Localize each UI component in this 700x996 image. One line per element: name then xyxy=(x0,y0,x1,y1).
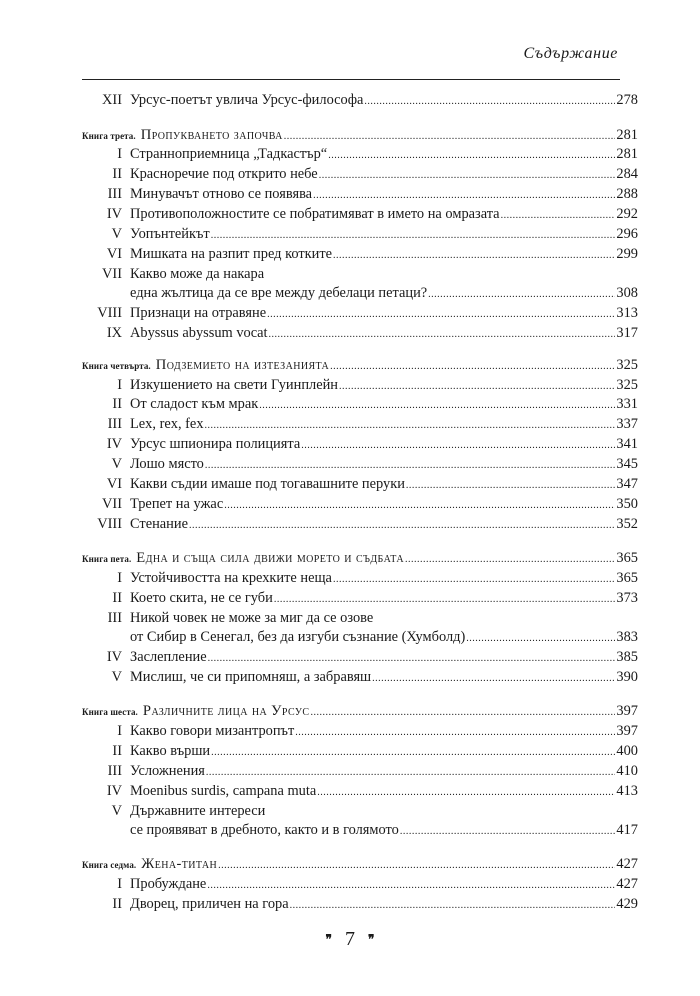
chapter-number: VII xyxy=(102,496,122,512)
page-ref: 365 xyxy=(616,550,638,566)
book-label: Книга четвърта. xyxy=(82,361,151,371)
chapter-number: II xyxy=(112,396,122,412)
dot-leader xyxy=(301,440,615,451)
page-ref: 410 xyxy=(616,763,638,779)
chapter-title: Държавните интереси xyxy=(130,803,266,819)
toc-entry-row xyxy=(86,266,638,287)
chapter-number: III xyxy=(107,763,122,779)
page-ref: 345 xyxy=(616,456,638,472)
chapter-number: V xyxy=(111,803,122,819)
book-heading-row xyxy=(82,856,638,877)
page-ref: 281 xyxy=(616,146,638,162)
dot-leader xyxy=(211,747,615,758)
toc-entry-row xyxy=(86,416,638,437)
chapter-title: Урсус шпионира полицията xyxy=(130,436,301,452)
book-heading-row xyxy=(82,127,638,148)
chapter-title: От сладост към мрак xyxy=(130,396,259,412)
chapter-title: Lex, rex, fex xyxy=(130,416,204,432)
chapter-number: IV xyxy=(106,206,122,222)
dot-leader xyxy=(267,309,615,320)
toc-entry-row xyxy=(86,325,638,346)
toc-entry-row xyxy=(86,649,638,670)
chapter-title: Противоположностите се побратимяват в името на омразата xyxy=(130,206,500,222)
page-ref: 292 xyxy=(616,206,638,222)
page-ref: 400 xyxy=(616,743,638,759)
dot-leader xyxy=(211,230,616,241)
chapter-title: една жълтица да се вре между дебелаци петаци? xyxy=(130,285,428,301)
chapter-number: III xyxy=(107,416,122,432)
chapter-number: IV xyxy=(106,649,122,665)
book-heading-row xyxy=(82,550,638,571)
page-ref: 313 xyxy=(616,305,638,321)
page-ref: 325 xyxy=(616,377,638,393)
chapter-title: Abyssus abyssum vocat xyxy=(130,325,268,341)
toc-entry-row xyxy=(86,396,638,417)
dot-leader xyxy=(207,880,615,891)
toc-entry-row xyxy=(86,743,638,764)
chapter-title: Какво говори мизантропът xyxy=(130,723,295,739)
page-ref: 299 xyxy=(616,246,638,262)
chapter-title: Уопънтейкът xyxy=(130,226,210,242)
chapter-number: VII xyxy=(102,266,122,282)
page-ref: 397 xyxy=(616,723,638,739)
running-title: Съдържание xyxy=(523,45,618,62)
chapter-number: I xyxy=(117,377,122,393)
chapter-title: Изкушението на свети Гуинплейн xyxy=(130,377,339,393)
dot-leader xyxy=(269,329,616,340)
dot-leader xyxy=(330,361,615,372)
page-ref: 296 xyxy=(616,226,638,242)
chapter-title: Устойчивостта на крехките неща xyxy=(130,570,332,586)
dot-leader xyxy=(372,673,615,684)
chapter-title: Какво може да накара xyxy=(130,266,265,282)
chapter-title: Лошо място xyxy=(130,456,204,472)
dot-leader xyxy=(328,150,615,161)
dot-leader xyxy=(405,554,615,565)
chapter-title: Пробуждане xyxy=(130,876,207,892)
toc-entry-row xyxy=(86,436,638,457)
page-ref: 337 xyxy=(616,416,638,432)
page-ref: 308 xyxy=(616,285,638,301)
chapter-number: XII xyxy=(102,92,122,108)
page-ref: 427 xyxy=(616,856,638,872)
page-ref: 383 xyxy=(616,629,638,645)
book-title: Една и съща сила движи морето и съдбата xyxy=(136,550,404,566)
page-folio xyxy=(0,928,700,951)
chapter-number: IV xyxy=(106,783,122,799)
toc-entry-row xyxy=(86,783,638,804)
chapter-title: Какво върши xyxy=(130,743,211,759)
dot-leader xyxy=(339,381,615,392)
book-heading-row xyxy=(82,357,638,378)
dot-leader xyxy=(428,289,615,300)
book-label: Книга седма. xyxy=(82,860,137,870)
book-heading-row xyxy=(82,703,638,724)
chapter-title: Стенание xyxy=(130,516,188,532)
page-ref: 350 xyxy=(616,496,638,512)
dot-leader xyxy=(208,653,616,664)
dot-leader xyxy=(274,594,616,605)
toc-entry-row xyxy=(86,246,638,267)
page-ref: 397 xyxy=(616,703,638,719)
chapter-number: II xyxy=(112,166,122,182)
dot-leader xyxy=(290,900,616,911)
book-label: Книга трета. xyxy=(82,131,136,141)
dot-leader xyxy=(466,633,615,644)
toc-entry-row xyxy=(86,305,638,326)
chapter-title: Какви съдии имаше под тогавашните перуки xyxy=(130,476,405,492)
chapter-number: IV xyxy=(106,436,122,452)
page-ref: 385 xyxy=(616,649,638,665)
toc-entry-row xyxy=(86,496,638,517)
toc-entry-row xyxy=(86,763,638,784)
chapter-number: V xyxy=(111,669,122,685)
dot-leader xyxy=(259,400,615,411)
chapter-number: II xyxy=(112,590,122,606)
chapter-number: VI xyxy=(106,476,122,492)
dot-leader xyxy=(205,420,616,431)
chapter-title: Никой човек не може за миг да се озове xyxy=(130,610,374,626)
chapter-number: VI xyxy=(106,246,122,262)
chapter-number: III xyxy=(107,186,122,202)
page-ref: 278 xyxy=(616,92,638,108)
toc-entry-row xyxy=(86,456,638,477)
toc-entry-row xyxy=(86,723,638,744)
chapter-number: VIII xyxy=(97,305,122,321)
chapter-title: се проявяват в дребното, както и в голямото xyxy=(130,822,399,838)
page-ref: 347 xyxy=(616,476,638,492)
ornament-right-icon: ❞ xyxy=(368,932,375,946)
page-ref: 284 xyxy=(616,166,638,182)
chapter-title: Признаци на отравяне xyxy=(130,305,267,321)
toc-entry-row xyxy=(86,570,638,591)
dot-leader xyxy=(317,787,615,798)
toc-entry-row xyxy=(86,377,638,398)
toc-entry-row xyxy=(86,803,638,824)
dot-leader xyxy=(295,727,615,738)
book-label: Книга шеста. xyxy=(82,707,138,717)
book-title: Подземието на изтезанията xyxy=(155,357,330,373)
dot-leader xyxy=(400,826,616,837)
chapter-title: Което скита, не се губи xyxy=(130,590,273,606)
book-title: Жена-титан xyxy=(141,856,218,872)
toc-entry-row xyxy=(86,476,638,497)
dot-leader xyxy=(310,707,615,718)
chapter-title: Трепет на ужас xyxy=(130,496,224,512)
chapter-number: V xyxy=(111,226,122,242)
dot-leader xyxy=(224,500,615,511)
page-ref: 417 xyxy=(616,822,638,838)
chapter-number: II xyxy=(112,743,122,759)
chapter-number: I xyxy=(117,146,122,162)
page-number: 7 xyxy=(345,928,355,950)
chapter-title: Moenibus surdis, campana muta xyxy=(130,783,317,799)
page-ref: 281 xyxy=(616,127,638,143)
page-ref: 325 xyxy=(616,357,638,373)
chapter-title: от Сибир в Сенегал, без да изгуби съзнание (Хумболд) xyxy=(130,629,466,645)
toc-entry-row xyxy=(86,610,638,631)
chapter-title: Красноречие под открито небе xyxy=(130,166,318,182)
dot-leader xyxy=(333,574,615,585)
dot-leader xyxy=(406,480,615,491)
page-ref: 352 xyxy=(616,516,638,532)
toc-entry-row xyxy=(86,206,638,227)
ornament-left-icon: ❞ xyxy=(325,932,332,946)
chapter-title: Усложнения xyxy=(130,763,205,779)
chapter-number: II xyxy=(112,896,122,912)
dot-leader xyxy=(364,96,615,107)
chapter-title: Минувачът отново се появява xyxy=(130,186,313,202)
dot-leader xyxy=(218,860,615,871)
dot-leader xyxy=(189,520,615,531)
toc-entry-row xyxy=(86,146,638,167)
dot-leader xyxy=(284,131,616,142)
toc-entry-row xyxy=(86,876,638,897)
chapter-title: Мишката на разпит пред котките xyxy=(130,246,332,262)
chapter-title: Урсус-поетът увлича Урсус-философа xyxy=(130,92,364,108)
toc-entry-row xyxy=(86,516,638,537)
page-ref: 288 xyxy=(616,186,638,202)
dot-leader xyxy=(313,190,615,201)
chapter-title: Дворец, приличен на гора xyxy=(130,896,289,912)
chapter-title: Заслепление xyxy=(130,649,207,665)
dot-leader xyxy=(501,210,616,221)
book-label: Книга пета. xyxy=(82,554,132,564)
page-ref: 373 xyxy=(616,590,638,606)
toc-entry-row xyxy=(86,822,638,843)
page-ref: 390 xyxy=(616,669,638,685)
chapter-number: V xyxy=(111,456,122,472)
chapter-title: Мислиш, че си припомняш, а забравяш xyxy=(130,669,372,685)
page-ref: 317 xyxy=(616,325,638,341)
dot-leader xyxy=(205,460,616,471)
page-ref: 365 xyxy=(616,570,638,586)
book-title: Различните лица на Урсус xyxy=(142,703,310,719)
toc-entry-row xyxy=(86,285,638,306)
chapter-number: I xyxy=(117,570,122,586)
chapter-title: Странноприемница „Тадкастър“ xyxy=(130,146,328,162)
book-title: Пропукването започва xyxy=(140,127,283,143)
toc-entry-row xyxy=(86,186,638,207)
toc-entry-row xyxy=(86,166,638,187)
chapter-number: III xyxy=(107,610,122,626)
dot-leader xyxy=(319,170,616,181)
toc-entry-row xyxy=(86,92,638,113)
dot-leader xyxy=(333,250,615,261)
chapter-number: I xyxy=(117,876,122,892)
page-ref: 427 xyxy=(616,876,638,892)
dot-leader xyxy=(206,767,615,778)
toc-entry-row xyxy=(86,669,638,690)
toc-entry-row xyxy=(86,226,638,247)
page-ref: 331 xyxy=(616,396,638,412)
page-ref: 413 xyxy=(616,783,638,799)
toc-entry-row xyxy=(86,590,638,611)
page-ref: 341 xyxy=(616,436,638,452)
page-ref: 429 xyxy=(616,896,638,912)
chapter-number: IX xyxy=(106,325,122,341)
chapter-number: VIII xyxy=(97,516,122,532)
chapter-number: I xyxy=(117,723,122,739)
toc-entry-row xyxy=(86,629,638,650)
toc-entry-row xyxy=(86,896,638,917)
